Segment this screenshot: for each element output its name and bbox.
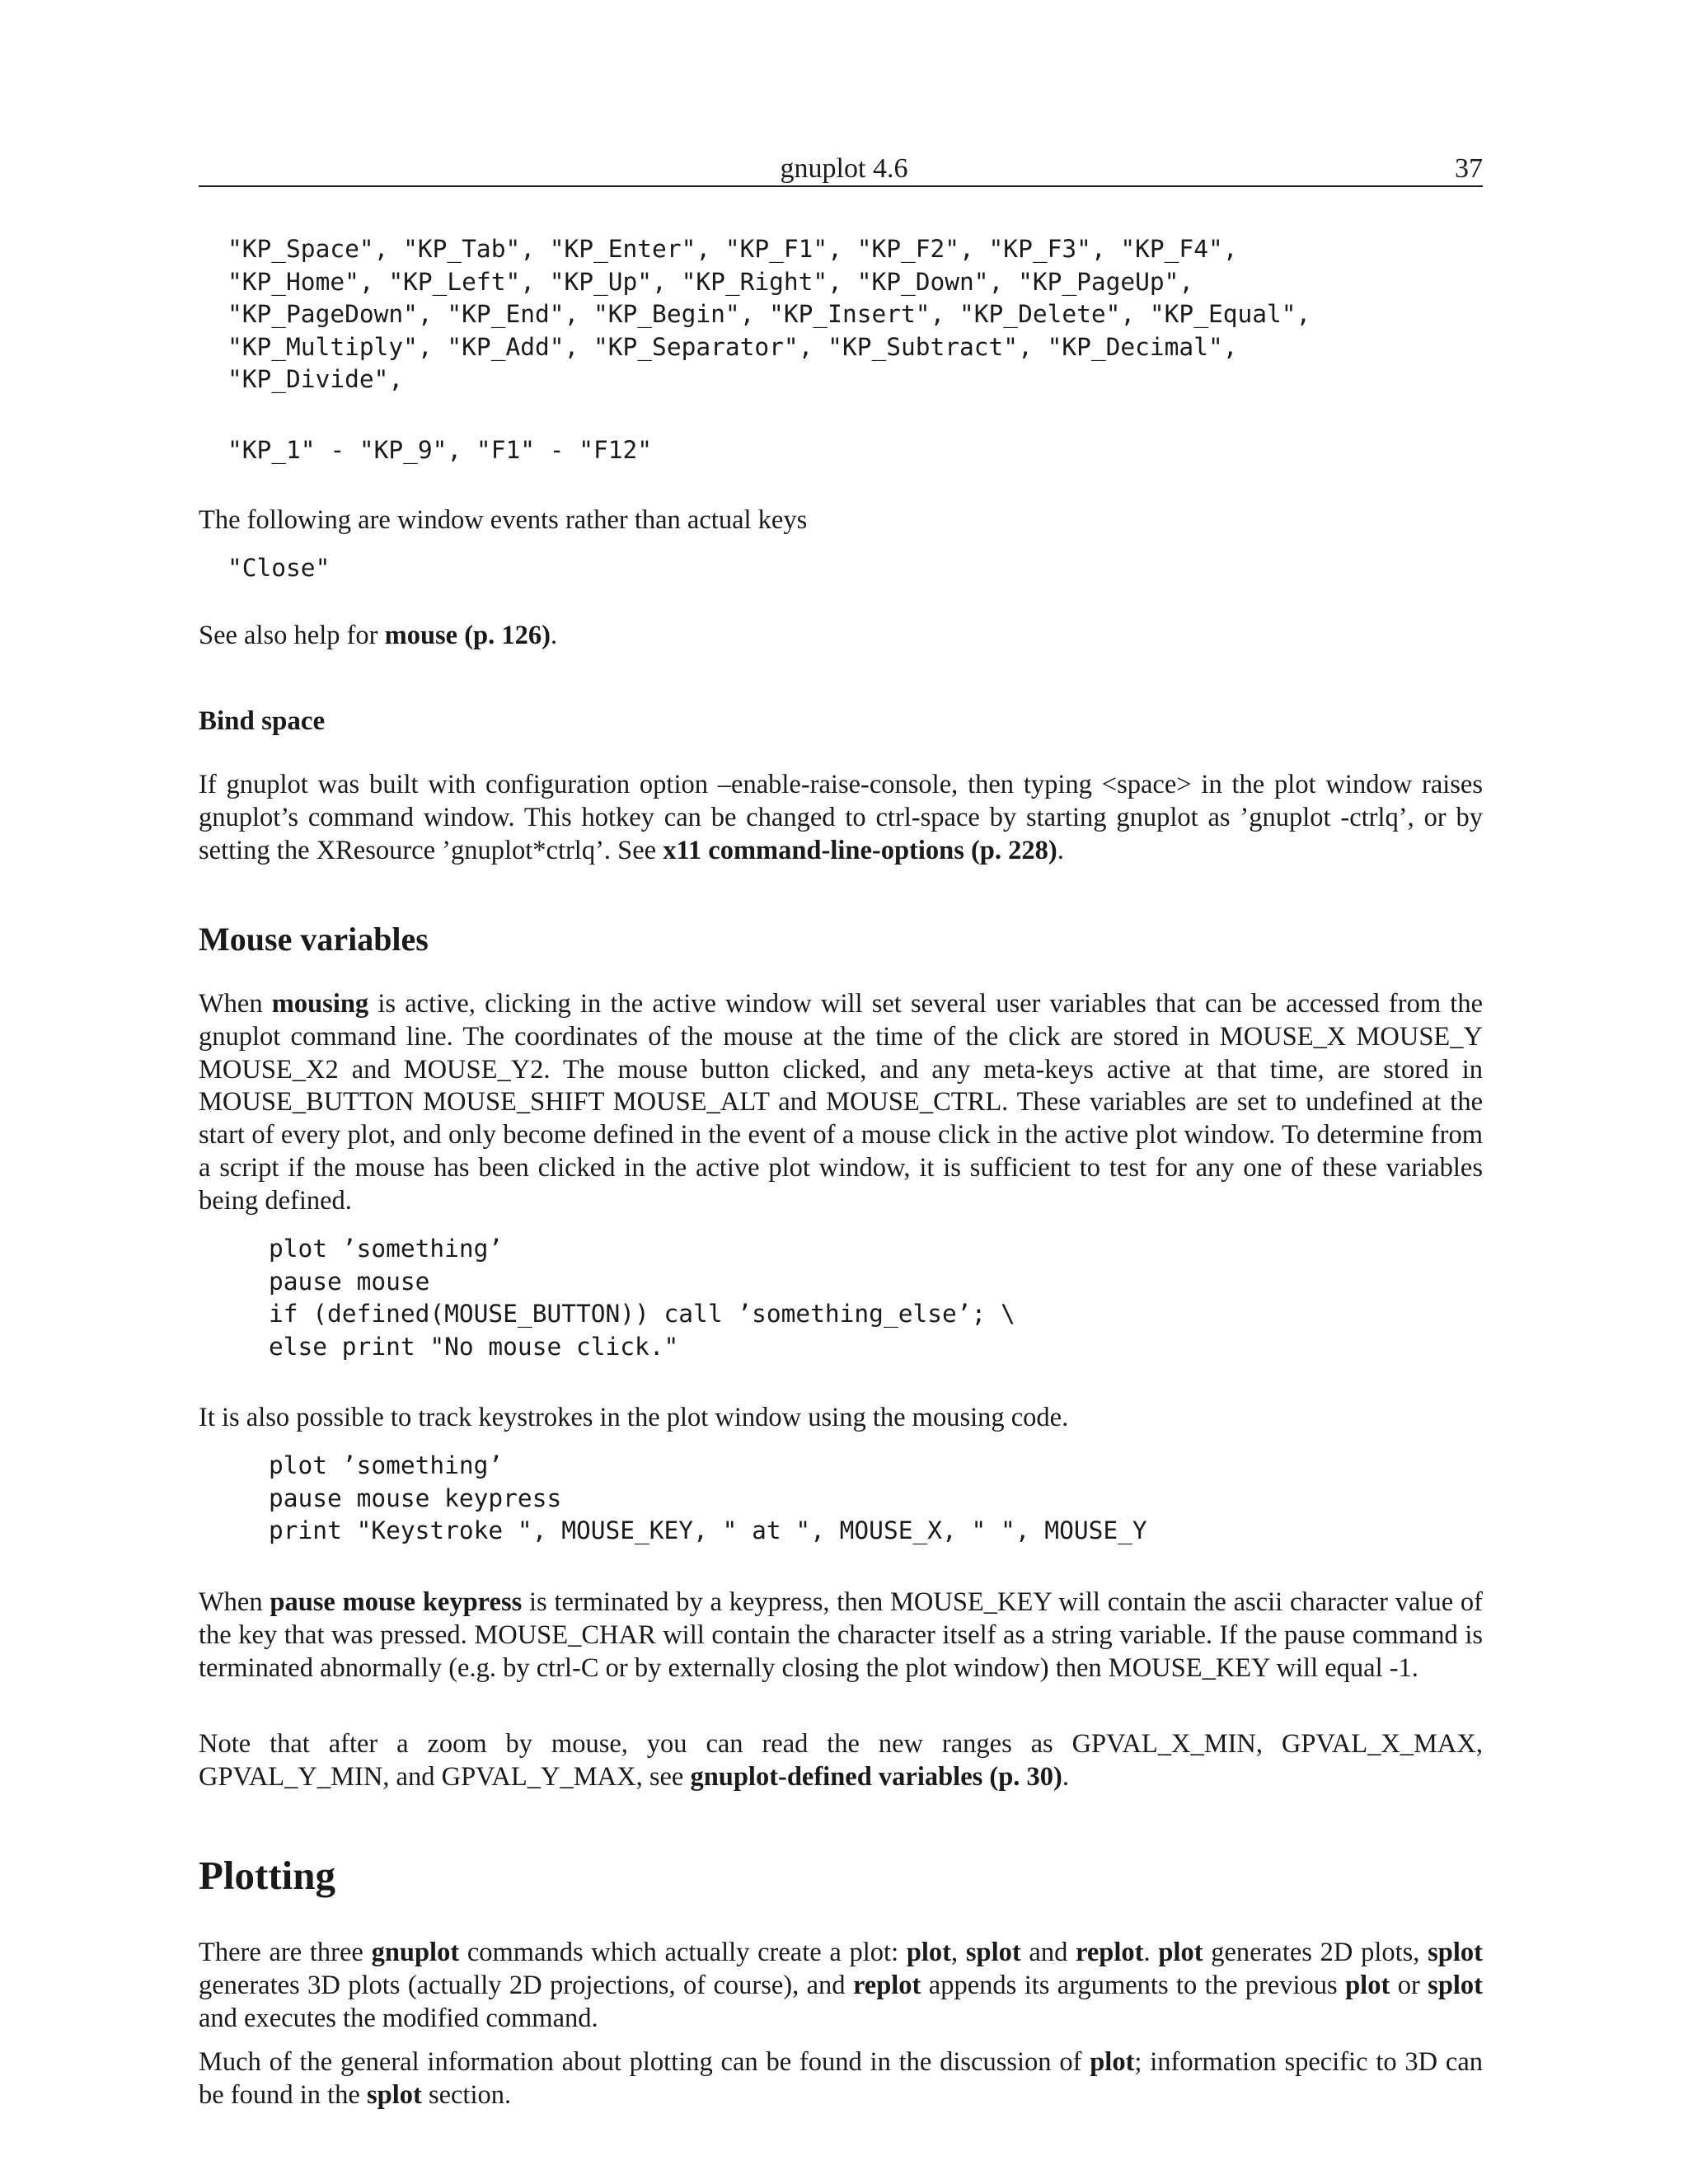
code-line: "KP_Space", "KP_Tab", "KP_Enter", "KP_F1", "KP_F2", "KP_F3", "KP_F4", [227, 235, 1238, 263]
code-line: if (defined(MOUSE_BUTTON)) call ’something_else’; \ [269, 1300, 1015, 1328]
x11-options-link[interactable]: x11 command-line-options (p. 228) [663, 835, 1057, 865]
code-line: "KP_PageDown", "KP_End", "KP_Begin", "KP_Insert", "KP_Delete", "KP_Equal", [227, 300, 1311, 328]
code-line: "KP_Home", "KP_Left", "KP_Up", "KP_Right", "KP_Down", "KP_PageUp", [227, 267, 1194, 296]
mouse-button-example-code [269, 1233, 1464, 1363]
see-also-paragraph: See also help for mouse (p. 126). [199, 621, 558, 650]
code-line: else print "No mouse click." [269, 1332, 679, 1361]
code-line: "KP_Divide", [227, 365, 404, 393]
keypress-paragraph: When pause mouse keypress is terminated by a keypress, then MOUSE_KEY will contain the ascii character value of the key that was pressed. MOUSE_CHAR will contain the character itself as a string variable. If the pause command is terminated abnormally (e.g. by ctrl-C or by externally closing the plot window) then MOUSE_KEY will equal -1. [199, 1587, 1483, 1683]
code-line: plot ’something’ [269, 1451, 504, 1479]
mouse-variables-paragraph: When mousing is active, clicking in the active window will set several user variables that can be accessed from the gnuplot command line. The coordinates of the mouse at the time of the click are stored in MOUSE_X MOUSE_Y MOUSE_X2 and MOUSE_Y2. The mouse button clicked, and any meta-keys active at that time, are stored in MOUSE_BUTTON MOUSE_SHIFT MOUSE_ALT and MOUSE_CTRL. These variables are set to undefined at the start of every plot, and only become defined in the event of a mouse click in the active plot window. To determine from a script if the mouse has been clicked in the active plot window, it is sufficient to test for any one of these variables being defined. [199, 989, 1483, 1216]
plotting-heading: Plotting [199, 1853, 336, 1898]
keystroke-paragraph: It is also possible to track keystrokes in the plot window using the mousing code. [199, 1403, 1069, 1432]
header-rule [199, 185, 1483, 187]
keystroke-example-code [269, 1450, 1464, 1548]
code-line: pause mouse [269, 1267, 430, 1296]
window-events-paragraph: The following are window events rather than actual keys [199, 505, 808, 535]
close-event-code: "Close" [227, 554, 331, 582]
see-also-mouse-link[interactable]: mouse (p. 126) [384, 621, 551, 650]
function-keys-code: "KP_1" - "KP_9", "F1" - "F12" [227, 436, 653, 464]
page-number: 37 [1455, 153, 1483, 184]
keypad-keys-code [227, 233, 1464, 396]
code-line: pause mouse keypress [269, 1483, 562, 1512]
plotting-info-paragraph: Much of the general information about plotting can be found in the discussion of plot; information specific to 3D can be found in the splot section. [199, 2047, 1484, 2110]
bind-space-heading: Bind space [199, 706, 326, 736]
mouse-variables-heading: Mouse variables [199, 921, 429, 958]
gnuplot-defined-variables-link[interactable]: gnuplot-defined variables (p. 30) [690, 1761, 1062, 1792]
code-line: print "Keystroke ", MOUSE_KEY, " at ", MOUSE_X, " ", MOUSE_Y [269, 1516, 1147, 1544]
plotting-paragraph: There are three gnuplot commands which actually create a plot: plot, splot and replot. plot generates 2D plots, splot generates 3D plots (actually 2D projections, of course), and replot appends its arguments to the previous plot or splot and executes the modified command. [199, 1938, 1483, 2033]
running-header-title: gnuplot 4.6 [780, 153, 908, 184]
code-line: plot ’something’ [269, 1235, 504, 1263]
code-line: "KP_Multiply", "KP_Add", "KP_Separator", "KP_Subtract", "KP_Decimal", [227, 332, 1238, 361]
zoom-ranges-paragraph: Note that after a zoom by mouse, you can read the new ranges as GPVAL_X_MIN, GPVAL_X_MAX, GPVAL_Y_MIN, and GPVAL_Y_MAX, see gnuplot-defined variables (p. 30). [199, 1729, 1483, 1792]
bind-space-paragraph: If gnuplot was built with configuration option –enable-raise-console, then typing <space> in the plot window raises gnuplot’s command window. This hotkey can be changed to ctrl-space by starting gnuplot as ’gnuplot -ctrlq’, or by setting the XResource ’gnuplot*ctrlq’. See x11 command-line-options (p. 228). [199, 770, 1483, 865]
